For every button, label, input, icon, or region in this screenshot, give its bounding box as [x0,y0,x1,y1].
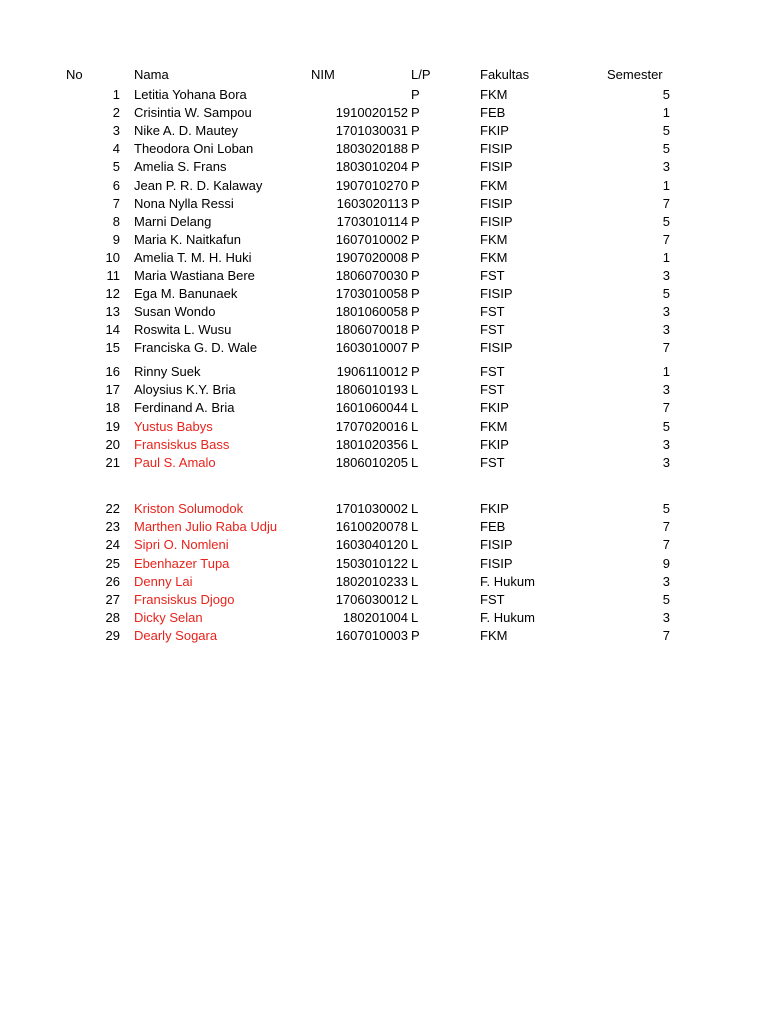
row-nim: 1801020356 [335,436,408,452]
row-nim: 1603040120 [335,537,408,553]
row-fakultas: FEB [480,105,506,121]
row-fakultas: FISIP [480,537,513,553]
row-nama: Kriston Solumodok [134,501,244,516]
row-nama: Sipri O. Nomleni [134,537,229,553]
row-nama: Aloysius K.Y. Bria [134,382,236,398]
row-no: 12 [105,286,120,302]
row-semester: 3 [662,455,670,470]
row-fakultas: FISIP [480,195,513,211]
row-nama: Marthen Julio Raba Udju [134,519,278,535]
row-semester: 7 [662,231,670,247]
row-nama: Denny Lai [134,573,193,589]
row-fakultas: FISIP [480,141,513,157]
row-lp: P [411,364,420,379]
row-nim: 1603010007 [335,340,408,356]
row-no: 3 [112,123,120,139]
row-no: 10 [105,249,120,265]
row-semester: 7 [662,340,670,356]
row-lp: P [411,105,420,121]
row-nama: Nona Nylla Ressi [134,195,234,211]
header-nama: Nama [134,67,169,82]
row-no: 27 [105,592,120,607]
row-nim: 1907020008 [335,249,408,265]
row-fakultas: FKM [480,231,508,247]
row-fakultas: FKIP [480,436,509,452]
row-semester: 9 [662,555,670,571]
row-nim: 1906110012 [336,364,408,379]
row-semester: 7 [662,628,670,644]
header-no: No [66,67,83,82]
row-fakultas: FKM [480,87,508,102]
row-no: 19 [105,418,120,434]
row-nama: Franciska G. D. Wale [134,340,258,356]
row-nim: 1707020016 [335,418,408,434]
row-semester: 7 [662,195,670,211]
row-lp: P [411,340,420,356]
row-fakultas: FKM [480,418,508,434]
row-no: 15 [105,340,120,356]
row-nim: 1801060058 [335,304,408,320]
row-lp: P [411,249,420,265]
row-no: 24 [105,537,120,553]
row-fakultas: FST [480,592,505,607]
row-semester: 3 [662,304,670,320]
row-no: 29 [105,628,120,644]
row-semester: 1 [662,177,670,193]
row-fakultas: FKIP [480,123,509,139]
row-fakultas: FST [480,382,505,398]
row-semester: 3 [662,573,670,589]
row-nim: 1910020152 [335,105,408,121]
row-nama: Susan Wondo [134,304,216,320]
row-nim: 180201004 [342,610,408,626]
row-fakultas: FST [480,322,505,338]
row-fakultas: F. Hukum [480,573,535,589]
row-nama: Nike A. D. Mautey [134,123,239,139]
row-semester: 5 [662,123,670,139]
row-nim: 1607010003 [335,628,408,644]
row-semester: 5 [662,501,670,516]
row-semester: 1 [662,105,670,121]
row-lp: P [411,141,420,157]
header-nim: NIM [311,67,335,82]
row-semester: 3 [662,382,670,398]
row-nim: 1601060044 [335,400,408,416]
row-lp: L [411,436,419,452]
row-lp: P [411,286,420,302]
row-nim: 1806070030 [335,268,408,283]
row-semester: 3 [662,159,670,175]
row-nim: 1610020078 [335,519,408,535]
row-fakultas: FISIP [480,555,513,571]
row-nama: Maria Wastiana Bere [134,268,255,283]
row-nama: Roswita L. Wusu [134,322,232,338]
row-lp: P [411,123,420,139]
row-lp: P [411,231,420,247]
row-fakultas: FST [480,455,505,470]
row-no: 7 [112,195,120,211]
row-semester: 3 [662,610,670,626]
row-fakultas: FST [480,364,505,379]
row-semester: 3 [662,322,670,338]
row-fakultas: FISIP [480,340,513,356]
row-lp: L [411,418,419,434]
row-nim: 1706030012 [335,592,408,607]
row-nim: 1802010233 [335,573,408,589]
row-no: 17 [105,382,120,398]
row-fakultas: FISIP [480,213,513,229]
row-nama: Theodora Oni Loban [134,141,254,157]
row-nim: 1803010204 [335,159,408,175]
row-fakultas: F. Hukum [480,610,535,626]
row-lp: P [411,213,420,229]
row-nama: Maria K. Naitkafun [134,231,241,247]
row-nim: 1703010114 [336,213,408,229]
row-nim: 1703010058 [335,286,408,302]
row-no: 20 [105,436,120,452]
row-fakultas: FST [480,268,505,283]
row-semester: 7 [662,519,670,535]
row-no: 11 [106,268,120,283]
row-nama: Rinny Suek [134,364,201,379]
row-semester: 5 [662,87,670,102]
row-nim: 1701030031 [335,123,408,139]
row-lp: P [411,87,420,102]
row-no: 16 [105,364,120,379]
row-lp: L [411,382,419,398]
row-lp: P [411,195,420,211]
row-no: 8 [112,213,120,229]
row-lp: L [411,537,419,553]
row-nama: Fransiskus Bass [134,436,230,452]
row-nim: 1603020113 [336,195,408,211]
row-fakultas: FKIP [480,501,509,516]
row-lp: P [411,177,420,193]
row-lp: L [411,501,419,516]
row-fakultas: FISIP [480,286,513,302]
row-no: 23 [105,519,120,535]
row-no: 18 [105,400,120,416]
row-no: 21 [105,455,120,470]
header-semester: Semester [607,67,663,82]
header-lp: L/P [411,67,431,82]
row-semester: 1 [662,364,670,379]
row-no: 26 [105,573,120,589]
row-no: 13 [105,304,120,320]
row-nim: 1803020188 [335,141,408,157]
row-nama: Letitia Yohana Bora [134,87,247,102]
row-fakultas: FISIP [480,159,513,175]
row-fakultas: FKIP [480,400,509,416]
row-nama: Marni Delang [134,213,212,229]
row-fakultas: FKM [480,177,508,193]
row-nama: Amelia T. M. H. Huki [134,249,252,265]
row-nim: 1806010193 [335,382,408,398]
row-lp: L [411,455,419,470]
row-lp: L [411,400,419,416]
row-no: 22 [105,501,120,516]
row-no: 9 [112,231,120,247]
row-lp: L [411,592,419,607]
row-nim: 1806010205 [335,455,408,470]
header-fakultas: Fakultas [480,67,530,82]
row-semester: 7 [662,400,670,416]
row-nama: Ega M. Banunaek [134,286,238,302]
row-nim: 1806070018 [335,322,408,338]
row-fakultas: FEB [480,519,506,535]
row-lp: P [411,304,420,320]
row-semester: 5 [662,418,670,434]
row-lp: L [411,555,419,571]
row-nama: Jean P. R. D. Kalaway [134,177,263,193]
row-nama: Amelia S. Frans [134,159,227,175]
row-lp: P [411,322,420,338]
row-nama: Yustus Babys [134,418,213,434]
row-semester: 3 [662,268,670,283]
row-semester: 5 [662,213,670,229]
row-no: 6 [112,177,120,193]
row-semester: 1 [662,249,670,265]
row-nim: 1907010270 [335,177,408,193]
row-nama: Fransiskus Djogo [134,592,235,607]
row-fakultas: FKM [480,628,508,644]
row-lp: P [411,159,420,175]
row-no: 5 [112,159,120,175]
row-no: 25 [105,555,120,571]
row-lp: L [411,610,419,626]
row-no: 4 [112,141,120,157]
row-no: 1 [112,87,120,102]
row-nama: Ferdinand A. Bria [134,400,235,416]
row-semester: 3 [662,436,670,452]
row-nama: Crisintia W. Sampou [134,105,252,121]
row-no: 2 [112,105,120,121]
row-fakultas: FKM [480,249,508,265]
row-nim: 1607010002 [335,231,408,247]
row-no: 28 [105,610,120,626]
row-nama: Ebenhazer Tupa [134,555,230,571]
row-nim: 1503010122 [335,555,408,571]
row-lp: L [411,573,419,589]
row-lp: P [411,628,420,644]
row-nim: 1701030002 [335,501,408,516]
row-semester: 5 [662,592,670,607]
row-lp: P [411,268,420,283]
row-nama: Dearly Sogara [134,628,218,644]
row-fakultas: FST [480,304,505,320]
row-semester: 5 [662,141,670,157]
row-no: 14 [105,322,120,338]
row-nama: Dicky Selan [134,610,203,626]
row-lp: L [411,519,419,535]
row-semester: 5 [662,286,670,302]
row-semester: 7 [662,537,670,553]
row-nama: Paul S. Amalo [134,455,216,470]
